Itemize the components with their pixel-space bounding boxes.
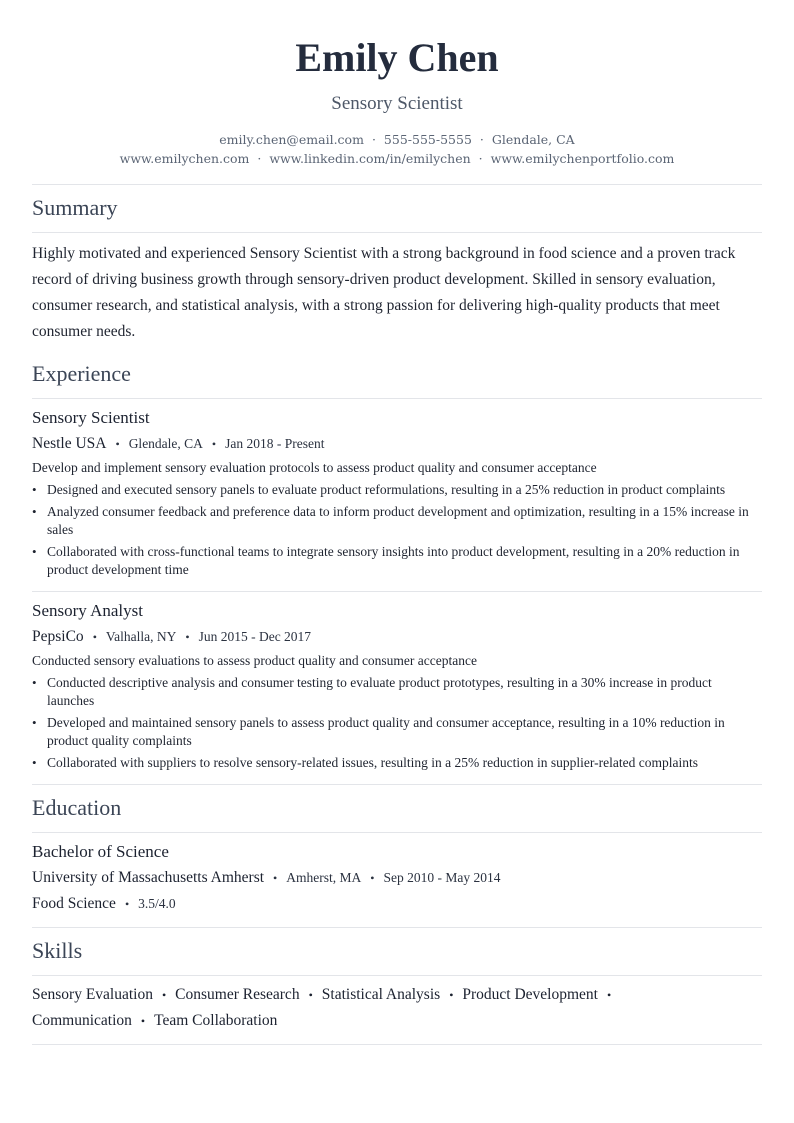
linkedin-link[interactable]: www.linkedin.com/in/emilychen — [269, 151, 471, 166]
section-title-skills: Skills — [32, 938, 83, 963]
experience-item — [32, 592, 762, 784]
skill-item: Communication — [32, 1012, 132, 1029]
achievement-item — [32, 481, 762, 499]
meta-separator: • — [370, 871, 375, 885]
skill-separator: • — [308, 988, 313, 1002]
skill-separator: • — [161, 988, 167, 1002]
achievement-item — [32, 714, 762, 750]
skill-item: Statistical Analysis — [321, 986, 441, 1003]
candidate-name: Emily Chen — [295, 35, 499, 80]
gpa-value: 3.5/4.0 — [138, 896, 176, 911]
education-meta — [32, 867, 762, 889]
section-title-education: Education — [32, 795, 122, 820]
education-field-meta — [32, 893, 762, 915]
achievement-text: Collaborated with cross-functional teams to integrate sensory insights into product development, resulting in a 20% reduction in product development time — [47, 544, 740, 577]
meta-separator: • — [115, 437, 120, 451]
divider — [32, 1044, 762, 1045]
bullet-icon: • — [32, 482, 37, 497]
achievement-item — [32, 543, 762, 579]
company-name: Nestle USA — [32, 435, 107, 452]
job-dates: Jan 2018 - Present — [225, 436, 325, 451]
skill-separator: • — [140, 1014, 146, 1028]
resume-header — [32, 0, 762, 168]
bullet-icon: • — [32, 715, 37, 730]
job-description: Develop and implement sensory evaluation protocols to assess product quality and consumer acceptance — [32, 460, 597, 475]
bullet-icon: • — [32, 504, 37, 519]
job-location: Valhalla, NY — [105, 629, 177, 644]
field-of-study: Food Science — [32, 895, 116, 912]
skill-item: Sensory Evaluation — [32, 986, 153, 1003]
meta-separator: • — [273, 871, 278, 885]
job-title: Sensory Scientist — [32, 408, 150, 427]
contact-info — [32, 130, 762, 168]
separator: · — [371, 132, 376, 147]
meta-separator: • — [211, 437, 217, 451]
location: Glendale, CA — [491, 132, 575, 147]
education-dates: Sep 2010 - May 2014 — [383, 870, 501, 885]
school-name: University of Massachusetts Amherst — [32, 869, 265, 886]
summary-text: Highly motivated and experienced Sensory Scientist with a strong background in food science and a proven track record of driving business growth through sensory-driven product development. Skilled in sensory evaluation, consumer research, and statistical analysis, with a strong passion for delivering high-quality products that meet consumer needs. — [32, 245, 736, 340]
achievement-text: Developed and maintained sensory panels to assess product quality and consumer acceptance, resulting in a 10% reduction in product quality complaints — [47, 715, 725, 748]
job-dates: Jun 2015 - Dec 2017 — [198, 629, 312, 644]
job-description: Conducted sensory evaluations to assess product quality and consumer acceptance — [32, 653, 477, 668]
education-item — [32, 833, 762, 927]
separator: · — [257, 151, 262, 166]
skill-item: Team Collaboration — [154, 1012, 278, 1029]
achievement-text: Collaborated with suppliers to resolve sensory-related issues, resulting in a 25% reduction in supplier-related complaints — [47, 755, 698, 770]
school-location: Amherst, MA — [286, 870, 362, 885]
skill-separator: • — [449, 988, 454, 1002]
email-link[interactable]: emily.chen@email.com — [219, 132, 364, 147]
achievement-list — [32, 481, 762, 579]
skill-separator: • — [607, 988, 612, 1002]
job-location: Glendale, CA — [128, 436, 203, 451]
achievement-item — [32, 503, 762, 539]
meta-separator: • — [92, 630, 97, 644]
skill-item: Product Development — [462, 986, 598, 1003]
candidate-headline: Sensory Scientist — [331, 93, 463, 114]
meta-separator: • — [185, 630, 190, 644]
achievement-text: Conducted descriptive analysis and consumer testing to evaluate product prototypes, resulting in a 30% increase in product launches — [47, 675, 712, 708]
experience-item — [32, 399, 762, 591]
skills-list — [32, 976, 672, 1044]
skill-item: Consumer Research — [175, 986, 300, 1003]
job-meta — [32, 433, 762, 455]
contact-line-2 — [32, 149, 762, 168]
job-meta — [32, 626, 762, 648]
meta-separator: • — [124, 897, 130, 911]
separator: · — [478, 151, 483, 166]
phone-number[interactable]: 555-555-5555 — [383, 132, 472, 147]
section-title-summary: Summary — [32, 195, 118, 220]
achievement-text: Designed and executed sensory panels to evaluate product reformulations, resulting in a 25% reduction in product complaints — [47, 482, 726, 497]
bullet-icon: • — [32, 544, 37, 559]
bullet-icon: • — [32, 675, 37, 690]
website-link[interactable]: www.emilychen.com — [119, 151, 250, 166]
bullet-icon: • — [32, 755, 37, 770]
section-title-experience: Experience — [32, 361, 131, 386]
achievement-text: Analyzed consumer feedback and preference data to inform product development and optimization, resulting in a 15% increase in sales — [47, 504, 749, 537]
degree-title: Bachelor of Science — [32, 842, 169, 861]
job-title: Sensory Analyst — [32, 601, 143, 620]
achievement-item — [32, 674, 762, 710]
achievement-item — [32, 754, 762, 772]
company-name: PepsiCo — [32, 628, 84, 645]
portfolio-link[interactable]: www.emilychenportfolio.com — [490, 151, 675, 166]
separator: · — [479, 132, 484, 147]
contact-line-1 — [32, 130, 762, 149]
achievement-list — [32, 674, 762, 772]
